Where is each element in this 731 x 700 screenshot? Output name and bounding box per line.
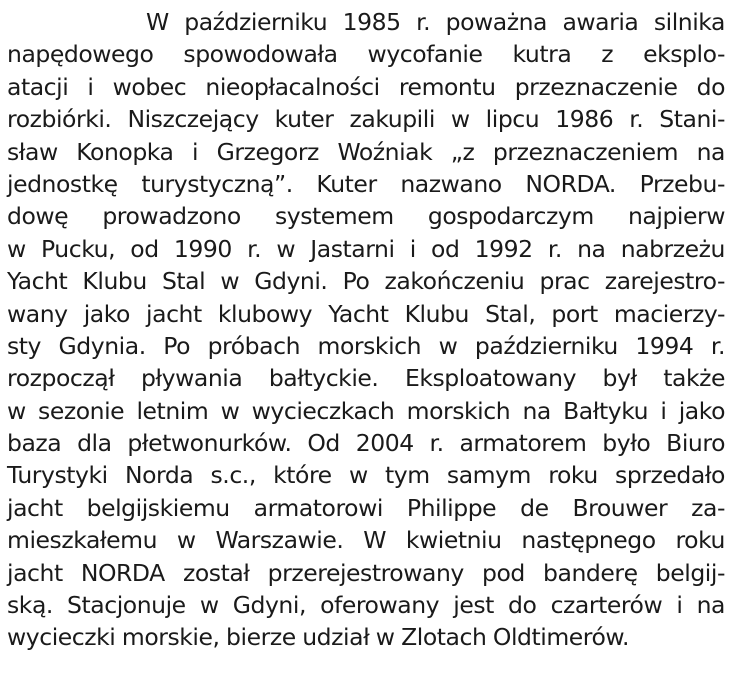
text-line: mieszkałemu w Warszawie. W kwietniu następnego roku bbox=[7, 526, 725, 555]
text-line: baza dla płetwonurków. Od 2004 r. armatorem było Biuro bbox=[7, 429, 725, 458]
text-line: w sezonie letnim w wycieczkach morskich na Bałtyku i jako bbox=[7, 396, 725, 425]
text-line: ską. Stacjonuje w Gdyni, oferowany jest do czarterów i na bbox=[7, 591, 725, 620]
text-line: Turystyki Norda s.c., które w tym samym roku sprzedało bbox=[7, 461, 725, 490]
text-line: sław Konopka i Grzegorz Woźniak „z przeznaczeniem na bbox=[7, 137, 725, 166]
text-line: atacji i wobec nieopłacalności remontu przeznaczenie do bbox=[7, 72, 725, 101]
text-line: sty Gdynia. Po próbach morskich w październiku 1994 r. bbox=[7, 331, 725, 360]
text-line: rozbiórki. Niszczejący kuter zakupili w lipcu 1986 r. Stani- bbox=[7, 105, 725, 134]
text-line: W październiku 1985 r. poważna awaria silnika bbox=[146, 8, 725, 36]
text-line: wany jako jacht klubowy Yacht Klubu Stal, port macierzy- bbox=[7, 299, 725, 328]
text-line: jacht belgijskiemu armatorowi Philippe de Brouwer za- bbox=[7, 493, 725, 522]
text-line: w Pucku, od 1990 r. w Jastarni i od 1992 r. na nabrzeżu bbox=[7, 234, 725, 263]
text-line: wycieczki morskie, bierze udział w Zlotach Oldtimerów. bbox=[7, 623, 630, 652]
body-paragraph bbox=[7, 6, 725, 654]
text-line: dowę prowadzono systemem gospodarczym najpierw bbox=[7, 202, 725, 231]
text-line: rozpoczął pływania bałtyckie. Eksploatowany był także bbox=[7, 364, 725, 393]
text-line: jacht NORDA został przerejestrowany pod banderę belgij- bbox=[7, 558, 725, 587]
text-line: Yacht Klubu Stal w Gdyni. Po zakończeniu prac zarejestro- bbox=[7, 267, 725, 296]
text-line: jednostkę turystyczną”. Kuter nazwano NORDA. Przebu- bbox=[7, 169, 725, 198]
text-line: napędowego spowodowała wycofanie kutra z eksplo- bbox=[7, 40, 725, 69]
